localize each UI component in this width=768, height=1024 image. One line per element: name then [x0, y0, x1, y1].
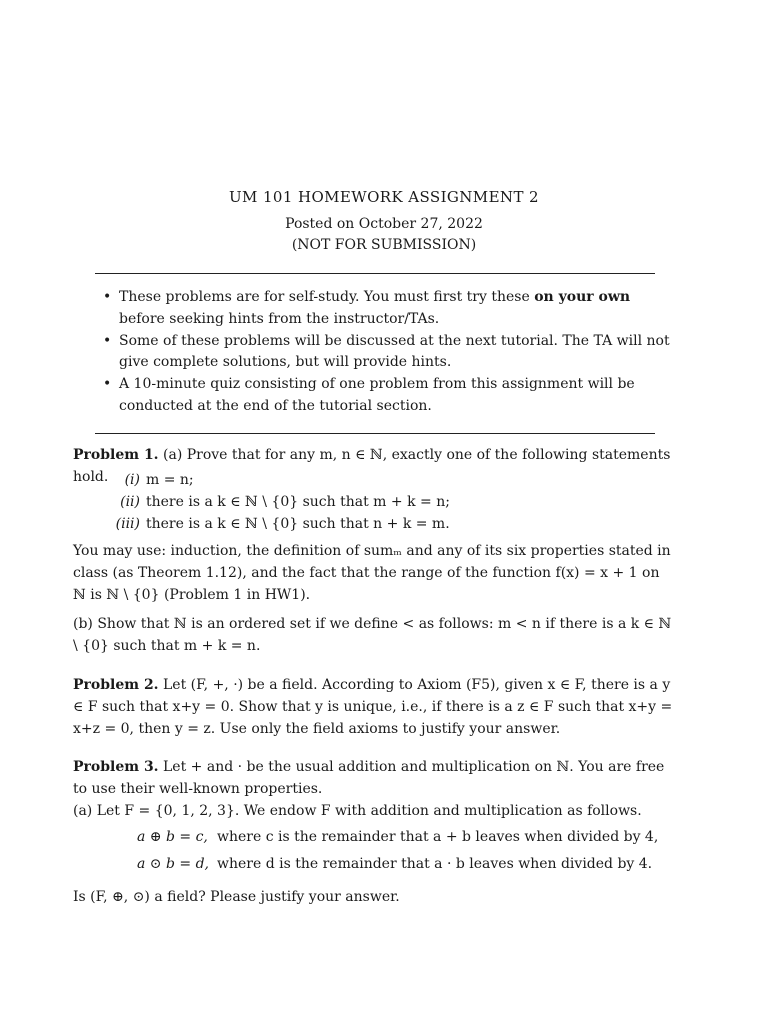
instruction-emphasis: on your own [534, 289, 631, 305]
case-text: there is a k ∈ ℕ \ {0} such that m + k = n; [146, 493, 450, 510]
operation-row [137, 829, 658, 856]
instruction-text: Some of these problems will be discussed at the next tutorial. The TA will not give complete solutions, but will provide hints. [119, 332, 670, 371]
assignment-title: UM 101 HOMEWORK ASSIGNMENT 2 [229, 188, 539, 206]
instruction-item [103, 331, 673, 375]
operation-lhs: a ⊙ b = d, [137, 856, 209, 872]
submission-note: (NOT FOR SUBMISSION) [291, 237, 477, 253]
bullet-icon: • [103, 376, 112, 393]
instruction-text: A 10-minute quiz consisting of one problem from this assignment will be conducted at the end of the tutorial section. [119, 376, 635, 414]
problem-2-text: Let (F, +, ·) be a field. According to Axiom (F5), given x ∈ F, there is a y ∈ F such that x+y = 0. Show that y is unique, i.e., if there is a z ∈ F such that x+y = x+z = 0, then y = z. Use only the field axioms to justify your answer. [73, 677, 673, 737]
instructions-list [103, 287, 673, 418]
problem-2-label: Problem 2. [73, 677, 159, 693]
posted-date: Posted on October 27, 2022 [285, 216, 483, 232]
problem-3-text: Let + and · be the usual addition and multiplication on ℕ. You are free to use their well-known properties. [73, 759, 665, 797]
instruction-text: These problems are for self-study. You must first try these [119, 289, 535, 305]
instruction-item [103, 374, 673, 418]
case-text: there is a k ∈ ℕ \ {0} such that n + k = m. [146, 515, 450, 532]
operation-definitions [137, 829, 658, 872]
case-label: (ii) [120, 493, 140, 510]
problem-3-statement [73, 757, 673, 801]
operation-rhs: where d is the remainder that a · b leaves when divided by 4. [217, 856, 653, 872]
operation-row [137, 856, 658, 872]
problem-1-cases [73, 470, 673, 535]
problem-1-label: Problem 1. [73, 447, 159, 463]
problem-3-label: Problem 3. [73, 759, 159, 775]
operation-lhs: a ⊕ b = c, [137, 829, 208, 845]
case-label: (iii) [115, 515, 140, 532]
case-item [73, 470, 673, 492]
problem-2-statement [73, 675, 673, 740]
problem-3-question: Is (F, ⊕, ⊙) a field? Please justify your answer. [73, 889, 400, 905]
instruction-text: before seeking hints from the instructor/TAs. [119, 310, 440, 327]
case-text: m = n; [146, 472, 194, 488]
bottom-rule [95, 433, 655, 434]
top-rule [95, 273, 655, 274]
operation-rhs: where c is the remainder that a + b leaves when divided by 4, [217, 829, 659, 845]
case-item [73, 514, 673, 536]
instruction-item [103, 287, 673, 331]
case-item [73, 492, 673, 514]
case-label: (i) [124, 472, 140, 488]
problem-1-part-a: (a) Prove that for any m, n ∈ ℕ, exactly one of the following statements hold. [73, 447, 671, 485]
problem-3-part-a: (a) Let F = {0, 1, 2, 3}. We endow F with addition and multiplication as follows. [73, 803, 642, 819]
problem-1-hint: You may use: induction, the definition of sumₘ and any of its six properties stated in class (as Theorem 1.12), and the fact that the range of the function f(x) = x + 1 on ℕ is ℕ \ {0} (Problem 1 in HW1). [73, 543, 671, 603]
problem-1-part-b: (b) Show that ℕ is an ordered set if we define < as follows: m < n if there is a k ∈ ℕ \ {0} such that m + k = n. [73, 616, 672, 654]
bullet-icon: • [103, 332, 112, 349]
bullet-icon: • [103, 289, 112, 305]
